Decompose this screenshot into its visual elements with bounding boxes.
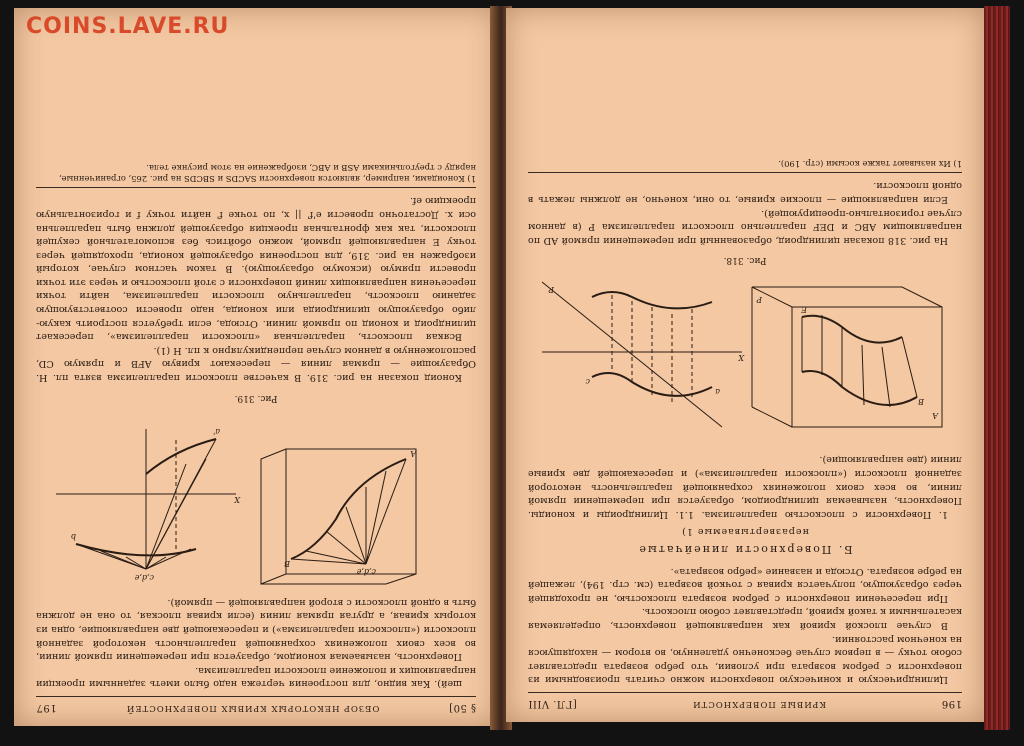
left-running-head [36,696,476,714]
figure-319 [36,410,476,590]
svg-text:P: P [548,284,554,294]
svg-text:B: B [284,559,290,569]
book-edge [984,6,1010,730]
figure-318 [528,272,962,447]
section-subheading: неразвертываемые 1) [681,526,809,538]
left-figure-caption: Рис. 319. [234,392,278,403]
right-page [506,8,984,722]
svg-text:E: E [801,304,807,314]
svg-text:b: b [70,532,76,542]
right-footnote: 1) Их называют также косыми (стр. 190). [528,158,962,173]
left-paragraph: Всякая плоскость, параллельная «плоскости параллелизма», пересекает цилиндроид и коноид по прямой линии. Отсюда, если требуется построить какую-либо образующую цилиндроида или коноида, надо провести соответствующую заданию плоскость, параллельную плоскости параллелизма, найти точки пересечения направляющих линий поверхности с этой плоскостью и через эти точки провести прямую (искомую образующую). В таком частном случае, который изображен на рис. 319, для построения образующей коноида, проходящей через точку E направляющей прямой, можно обойтись без вспомогательной секущей плоскости, так как фронтальная проекция образующей должна быть параллельна оси x. Достаточно провести e'f' || x, по точке f' найти точку f и горизонтальную проекцию ef. [36,195,476,343]
left-paragraph: Поверхность, называемая коноидом, образуется при перемещении прямой линии, во всех своих положениях сохраняющей параллельность некоторой заданной плоскости («плоскости параллелизма») и пересекающей две направляющие, одна из которых кривая, а другая прямая линия (если кривая плоская, то она не должна быть в одной плоскости с второй направляющей — прямой). [36,596,476,663]
left-paragraph: Коноид показан на рис. 319. В качестве плоскости параллелизма взята пл. Н. Образующие — прямая линия — пересекают кривую AFB и прямую CD, расположенную в данном случае перпендикулярно к пл. Н (1). [36,344,476,384]
right-paragraph: При пересечении поверхности с ребром возврата плоскостью, не проходящей через образующую, получается кривая с точкой возврата (см. стр. 194), лежащей на ребре возврата. Отсюда и название «ребро возврата». [528,565,962,604]
watermark: COINS.LAVE.RU [26,14,230,39]
svg-text:A: A [932,410,938,420]
right-paragraph: На рис. 318 показан цилиндроид, образованный при перемещении прямой AD по направляющим ABC и DEF параллельно плоскости параллелизма P (в данном случае горизонтально-проецирующей). [528,207,962,246]
svg-text:B: B [918,396,924,406]
svg-text:c,d,e: c,d,e [356,567,376,577]
right-figure-caption: Рис. 318. [723,255,767,266]
right-paragraph: 1. Поверхности с плоскостью параллелизма. 1.1. Цилиндроиды и коноиды. Поверхность, называемая цилиндроидом, образуется при перемещении прямой линии, во всех своих положениях сохраняющей параллельность некоторой заданной плоскости («плоскости параллелизма») и пересекающей две кривые линии (две направляющие). [528,454,962,520]
svg-text:X: X [234,495,240,505]
svg-text:X: X [738,352,744,362]
svg-text:c: c [585,376,590,386]
left-page [14,8,498,726]
left-section-ref: § 50] [448,702,476,713]
conoid-drawing [36,414,476,589]
left-footnote: 1) Коноидами, например, являются поверхности SACDS и SBCDS на рис. 265, ограниченные, наряду с треугольниками ASB и ABC, изображение на этом рисунке тела. [36,162,476,188]
left-page-number: 197 [36,702,57,713]
cylindroid-drawing [528,277,962,447]
right-paragraph: В случае плоской кривой как направляющей поверхность, определяемая касательными к такой кривой, представляет собою плоскость. [528,606,962,632]
svg-text:c,d,e: c,d,e [134,573,154,583]
left-header-title: ОБЗОР НЕКОТОРЫХ КРИВЫХ ПОВЕРХНОСТЕЙ [125,703,380,713]
right-paragraph: Цилиндрическую и коническую поверхности можно считать производными из поверхности с ребром возврата при условии, что ребро возврата представляет собою точку — в первом случае бесконечно удаленную, во втором — находящуюся на конечном расстоянии. [528,633,962,686]
left-paragraph: шей). Как видно, для построения чертежа надо было иметь заданными проекции направляющих и положение плоскости параллелизма. [36,664,476,690]
svg-text:a': a' [213,427,220,437]
svg-text:P: P [756,294,762,304]
svg-text:a: a [715,386,720,396]
right-header-title: КРИВЫЕ ПОВЕРХНОСТИ [692,699,826,709]
right-page-number: 196 [941,698,962,709]
right-chapter-ref: [ГЛ. VIII [528,698,577,709]
right-paragraph: Если направляющие — плоские кривые, то они, конечно, не должны лежать в одной плоскости. [528,180,962,205]
svg-text:A: A [410,449,416,459]
section-heading: Б. Поверхности линейчатые [637,543,853,557]
right-running-head [528,692,962,710]
